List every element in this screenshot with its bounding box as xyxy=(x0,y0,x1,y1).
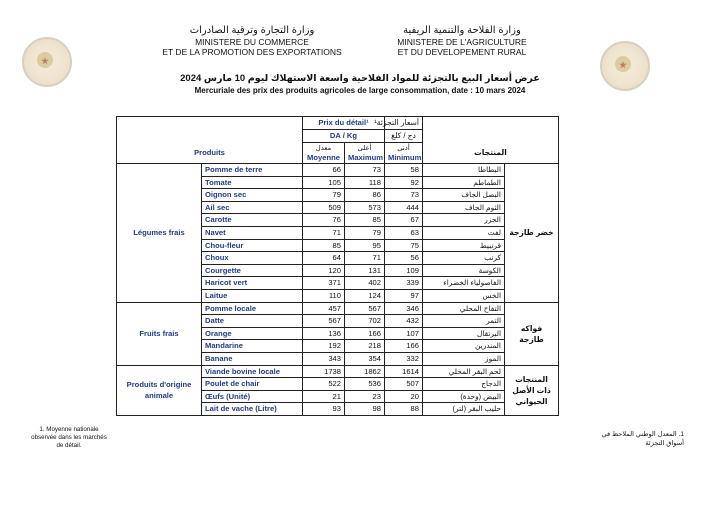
product-name-ar: الفاصولياء الخضراء xyxy=(423,277,505,290)
product-name-ar: قرنبيط xyxy=(423,239,505,252)
commerce-ministry-header xyxy=(152,26,352,58)
moyenne-value: 192 xyxy=(303,340,345,353)
maximum-value: 567 xyxy=(345,302,385,315)
product-name-fr: Orange xyxy=(202,327,303,340)
maximum-value: 131 xyxy=(345,264,385,277)
document-title-ar: عرض أسعار البيع بالتجزئة للمواد الفلاحية واسعة الاستهلاك ليوم 10 مارس 2024 xyxy=(180,73,540,84)
moyenne-header-fr: Moyenne xyxy=(307,153,340,162)
product-name-fr: Haricot vert xyxy=(202,277,303,290)
moyenne-value: 71 xyxy=(303,226,345,239)
maximum-value: 95 xyxy=(345,239,385,252)
moyenne-header xyxy=(303,143,345,164)
maximum-value: 1862 xyxy=(345,365,385,378)
minimum-value: 92 xyxy=(385,176,423,189)
product-name-ar: البرتقال xyxy=(423,327,505,340)
product-name-ar: لفت xyxy=(423,226,505,239)
minimum-value: 166 xyxy=(385,340,423,353)
product-name-fr: Banane xyxy=(202,352,303,365)
price-header-fr: Prix du détail¹ xyxy=(303,117,385,130)
minimum-value: 75 xyxy=(385,239,423,252)
agriculture-ministry-fr-line2: ET DU DEVELOPEMENT RURAL xyxy=(397,47,527,57)
maximum-value: 23 xyxy=(345,390,385,403)
product-name-fr: Lait de vache (Litre) xyxy=(202,403,303,416)
maximum-value: 118 xyxy=(345,176,385,189)
product-name-ar: لحم البقر المحلي xyxy=(423,365,505,378)
category-label-fr: Légumes frais xyxy=(117,164,202,303)
moyenne-value: 1738 xyxy=(303,365,345,378)
product-name-ar: الكوسة xyxy=(423,264,505,277)
category-label-fr: Fruits frais xyxy=(117,302,202,365)
product-name-fr: Datte xyxy=(202,315,303,328)
product-name-ar: حليب البقر (لتر) xyxy=(423,403,505,416)
maximum-value: 402 xyxy=(345,277,385,290)
footnote-ar: 1. المعدل الوطني الملاحظ في أسواق التجزئة xyxy=(601,431,684,447)
product-name-fr: Pomme de terre xyxy=(202,164,303,177)
minimum-value: 1614 xyxy=(385,365,423,378)
commerce-ministry-fr-line1: MINISTERE DU COMMERCE xyxy=(195,36,309,47)
moyenne-value: 136 xyxy=(303,327,345,340)
minimum-value: 109 xyxy=(385,264,423,277)
minimum-header-fr: Minimum xyxy=(388,153,422,162)
category-label-ar: المنتجات ذات الأصل الحيواني xyxy=(505,365,559,415)
table-row xyxy=(117,164,559,177)
minimum-value: 107 xyxy=(385,327,423,340)
moyenne-value: 21 xyxy=(303,390,345,403)
maximum-value: 85 xyxy=(345,214,385,227)
maximum-value: 354 xyxy=(345,352,385,365)
maximum-value: 536 xyxy=(345,378,385,391)
product-name-fr: Œufs (Unité) xyxy=(202,390,303,403)
minimum-value: 507 xyxy=(385,378,423,391)
minimum-value: 58 xyxy=(385,164,423,177)
minimum-value: 67 xyxy=(385,214,423,227)
minimum-value: 346 xyxy=(385,302,423,315)
minimum-value: 63 xyxy=(385,226,423,239)
product-name-fr: Courgette xyxy=(202,264,303,277)
minimum-value: 432 xyxy=(385,315,423,328)
product-name-fr: Chou-fleur xyxy=(202,239,303,252)
moyenne-value: 567 xyxy=(303,315,345,328)
product-name-ar: الجزر xyxy=(423,214,505,227)
product-name-ar: الموز xyxy=(423,352,505,365)
commerce-ministry-ar: وزارة التجارة وترقية الصادرات xyxy=(189,25,315,36)
moyenne-value: 371 xyxy=(303,277,345,290)
minimum-value: 56 xyxy=(385,252,423,265)
agriculture-ministry-ar: وزارة الفلاحة والتنمية الريفية xyxy=(403,25,521,36)
minimum-value: 20 xyxy=(385,390,423,403)
product-name-fr: Choux xyxy=(202,252,303,265)
maximum-header-ar: أعلى xyxy=(357,145,372,152)
maximum-header xyxy=(345,143,385,164)
header-row-price xyxy=(117,117,559,130)
product-name-ar: البصل الجاف xyxy=(423,189,505,202)
product-name-ar: كرنب xyxy=(423,252,505,265)
product-name-fr: Carotte xyxy=(202,214,303,227)
product-name-fr: Viande bovine locale xyxy=(202,365,303,378)
moyenne-value: 85 xyxy=(303,239,345,252)
product-name-ar: الثوم الجاف xyxy=(423,201,505,214)
moyenne-value: 522 xyxy=(303,378,345,391)
maximum-value: 218 xyxy=(345,340,385,353)
unit-header-fr: DA / Kg xyxy=(303,130,385,143)
agriculture-ministry-header xyxy=(357,26,567,58)
moyenne-value: 79 xyxy=(303,189,345,202)
product-name-fr: Tomate xyxy=(202,176,303,189)
moyenne-value: 76 xyxy=(303,214,345,227)
maximum-value: 124 xyxy=(345,289,385,302)
agriculture-ministry-fr-line1: MINISTERE DE L'AGRICULTURE xyxy=(397,36,527,47)
maximum-value: 73 xyxy=(345,164,385,177)
product-name-ar: الدجاج xyxy=(423,378,505,391)
price-header-ar: أسعار التجزئة¹ xyxy=(385,117,423,130)
moyenne-value: 120 xyxy=(303,264,345,277)
product-name-ar: البطاطا xyxy=(423,164,505,177)
product-name-ar: التمر xyxy=(423,315,505,328)
product-name-ar: التفاح المحلي xyxy=(423,302,505,315)
product-name-ar: المندرين xyxy=(423,340,505,353)
moyenne-value: 110 xyxy=(303,289,345,302)
maximum-header-fr: Maximum xyxy=(348,153,384,162)
moyenne-value: 343 xyxy=(303,352,345,365)
table-row xyxy=(117,365,559,378)
product-name-ar: البيض (وحدة) xyxy=(423,390,505,403)
category-label-ar: فواكه طازجة xyxy=(505,302,559,365)
product-name-fr: Laitue xyxy=(202,289,303,302)
moyenne-value: 93 xyxy=(303,403,345,416)
product-name-fr: Mandarine xyxy=(202,340,303,353)
product-name-fr: Navet xyxy=(202,226,303,239)
commerce-ministry-fr-line2: ET DE LA PROMOTION DES EXPORTATIONS xyxy=(162,47,342,57)
maximum-value: 166 xyxy=(345,327,385,340)
moyenne-value: 66 xyxy=(303,164,345,177)
price-table xyxy=(116,116,559,416)
maximum-value: 71 xyxy=(345,252,385,265)
document-title-fr: Mercuriale des prix des produits agricoles de large consommation, date : 10 mars 2024 xyxy=(194,86,526,95)
unit-header-ar: دج / كلغ xyxy=(385,130,423,143)
product-name-fr: Ail sec xyxy=(202,201,303,214)
minimum-header xyxy=(385,143,423,164)
moyenne-value: 457 xyxy=(303,302,345,315)
product-name-fr: Pomme locale xyxy=(202,302,303,315)
footnote-fr: 1. Moyenne nationale observée dans les marchés de détail. xyxy=(31,426,107,449)
product-name-ar: الخس xyxy=(423,289,505,302)
maximum-value: 79 xyxy=(345,226,385,239)
maximum-value: 98 xyxy=(345,403,385,416)
moyenne-value: 509 xyxy=(303,201,345,214)
produits-header: Produits xyxy=(117,117,303,164)
minimum-value: 88 xyxy=(385,403,423,416)
moyenne-value: 105 xyxy=(303,176,345,189)
category-label-ar: خضر طازجة xyxy=(505,164,559,303)
minimum-value: 97 xyxy=(385,289,423,302)
moyenne-value: 64 xyxy=(303,252,345,265)
minimum-value: 339 xyxy=(385,277,423,290)
product-name-fr: Poulet de chair xyxy=(202,378,303,391)
maximum-value: 573 xyxy=(345,201,385,214)
minimum-header-ar: أدنى xyxy=(397,145,410,152)
maximum-value: 86 xyxy=(345,189,385,202)
table-row xyxy=(117,302,559,315)
minimum-value: 332 xyxy=(385,352,423,365)
price-table-body xyxy=(117,164,559,416)
moyenne-header-ar: معدل xyxy=(315,145,332,152)
produits-header-ar: المنتجات xyxy=(423,117,559,164)
minimum-value: 73 xyxy=(385,189,423,202)
product-name-fr: Oignon sec xyxy=(202,189,303,202)
minimum-value: 444 xyxy=(385,201,423,214)
product-name-ar: الطماطم xyxy=(423,176,505,189)
maximum-value: 702 xyxy=(345,315,385,328)
category-label-fr: Produits d'origine animale xyxy=(117,365,202,415)
